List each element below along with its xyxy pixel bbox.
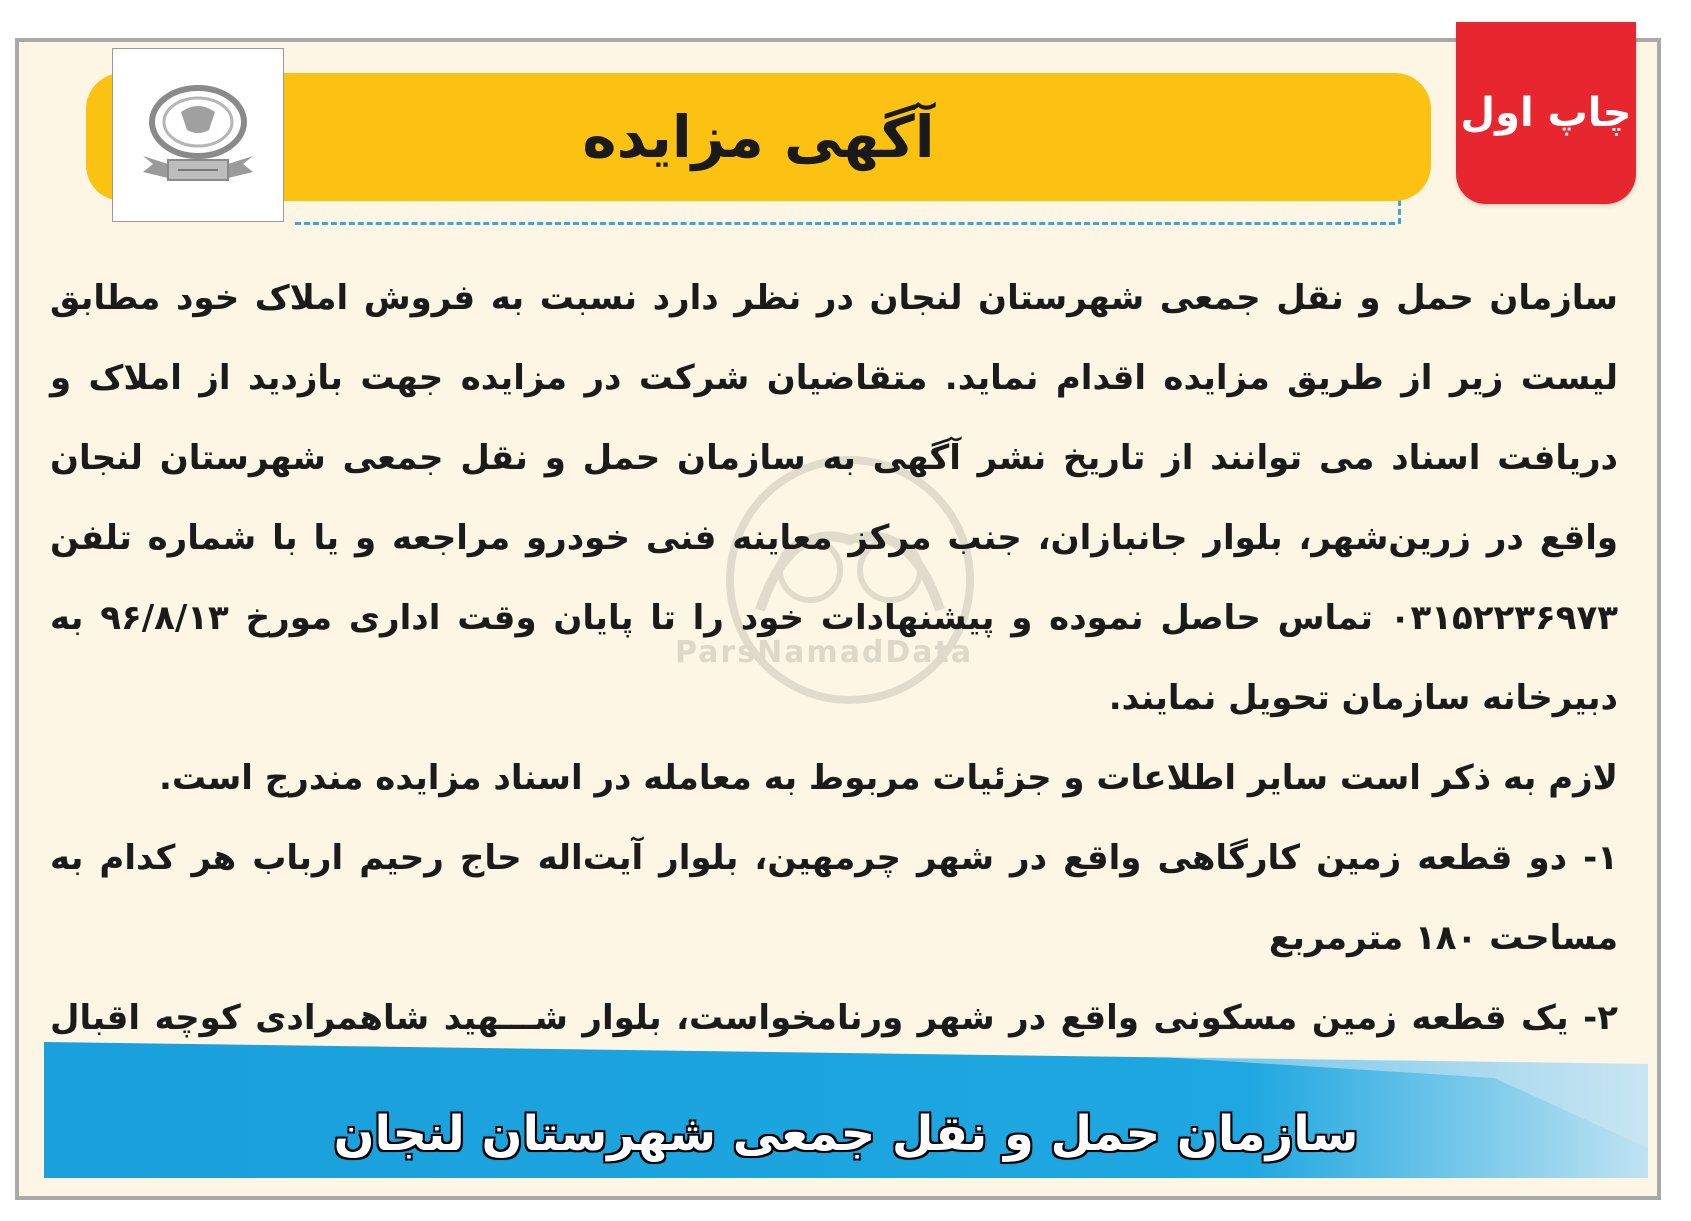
emblem-icon (123, 60, 273, 210)
badge-label: چاپ اول (1460, 90, 1632, 136)
note-paragraph: لازم به ذکر است سایر اطلاعات و جزئیات مربوط به معامله در اسناد مزایده مندرج است. (158, 758, 1618, 798)
footer-organization: سازمان حمل و نقل جمعی شهرستان لنجان (333, 1106, 1359, 1162)
list-item: ۲- یک قطعه زمین مسکونی واقع در شهر ورنامخواست، بلوار شـــهید شاهمرادی کوچه اقبال (50, 998, 1618, 1038)
footer-banner (44, 1038, 1648, 1178)
page-title: آگهی مزایده (582, 103, 935, 171)
notice-body (50, 258, 1618, 1138)
dashed-divider (295, 222, 1395, 225)
list-item: ۱- دو قطعه زمین کارگاهی واقع در شهر چرمهین، بلوار آیت‌اله حاج رحیم ارباب هر کدام به مساحت ۱۸۰ مترمربع (50, 838, 1618, 958)
first-print-badge (1456, 22, 1636, 204)
title-bar (86, 73, 1431, 201)
intro-paragraph: سازمان حمل و نقل جمعی شهرستان لنجان در نظر دارد نسبت به فروش املاک خود مطابق لیست زیر از طریق مزایده اقدام نماید. متقاضیان شرکت در مزایده جهت بازدید از املاک و دریافت اسناد می توانند از تاریخ نشر آگهی به سازمان حمل و نقل جمعی شهرستان لنجان واقع در زرین‌شهر، بلوار جانبازان، جنب مرکز معاینه فنی خودرو مراجعه و یا با شماره تلفن ۰۳۱۵۲۲۳۶۹۷۳ تماس حاصل نموده و پیشنهادات خود را تا پایان وقت اداری مورخ ۹۶/۸/۱۳ به دبیرخانه سازمان تحویل نمایند. (50, 278, 1618, 718)
organization-logo (112, 48, 284, 222)
